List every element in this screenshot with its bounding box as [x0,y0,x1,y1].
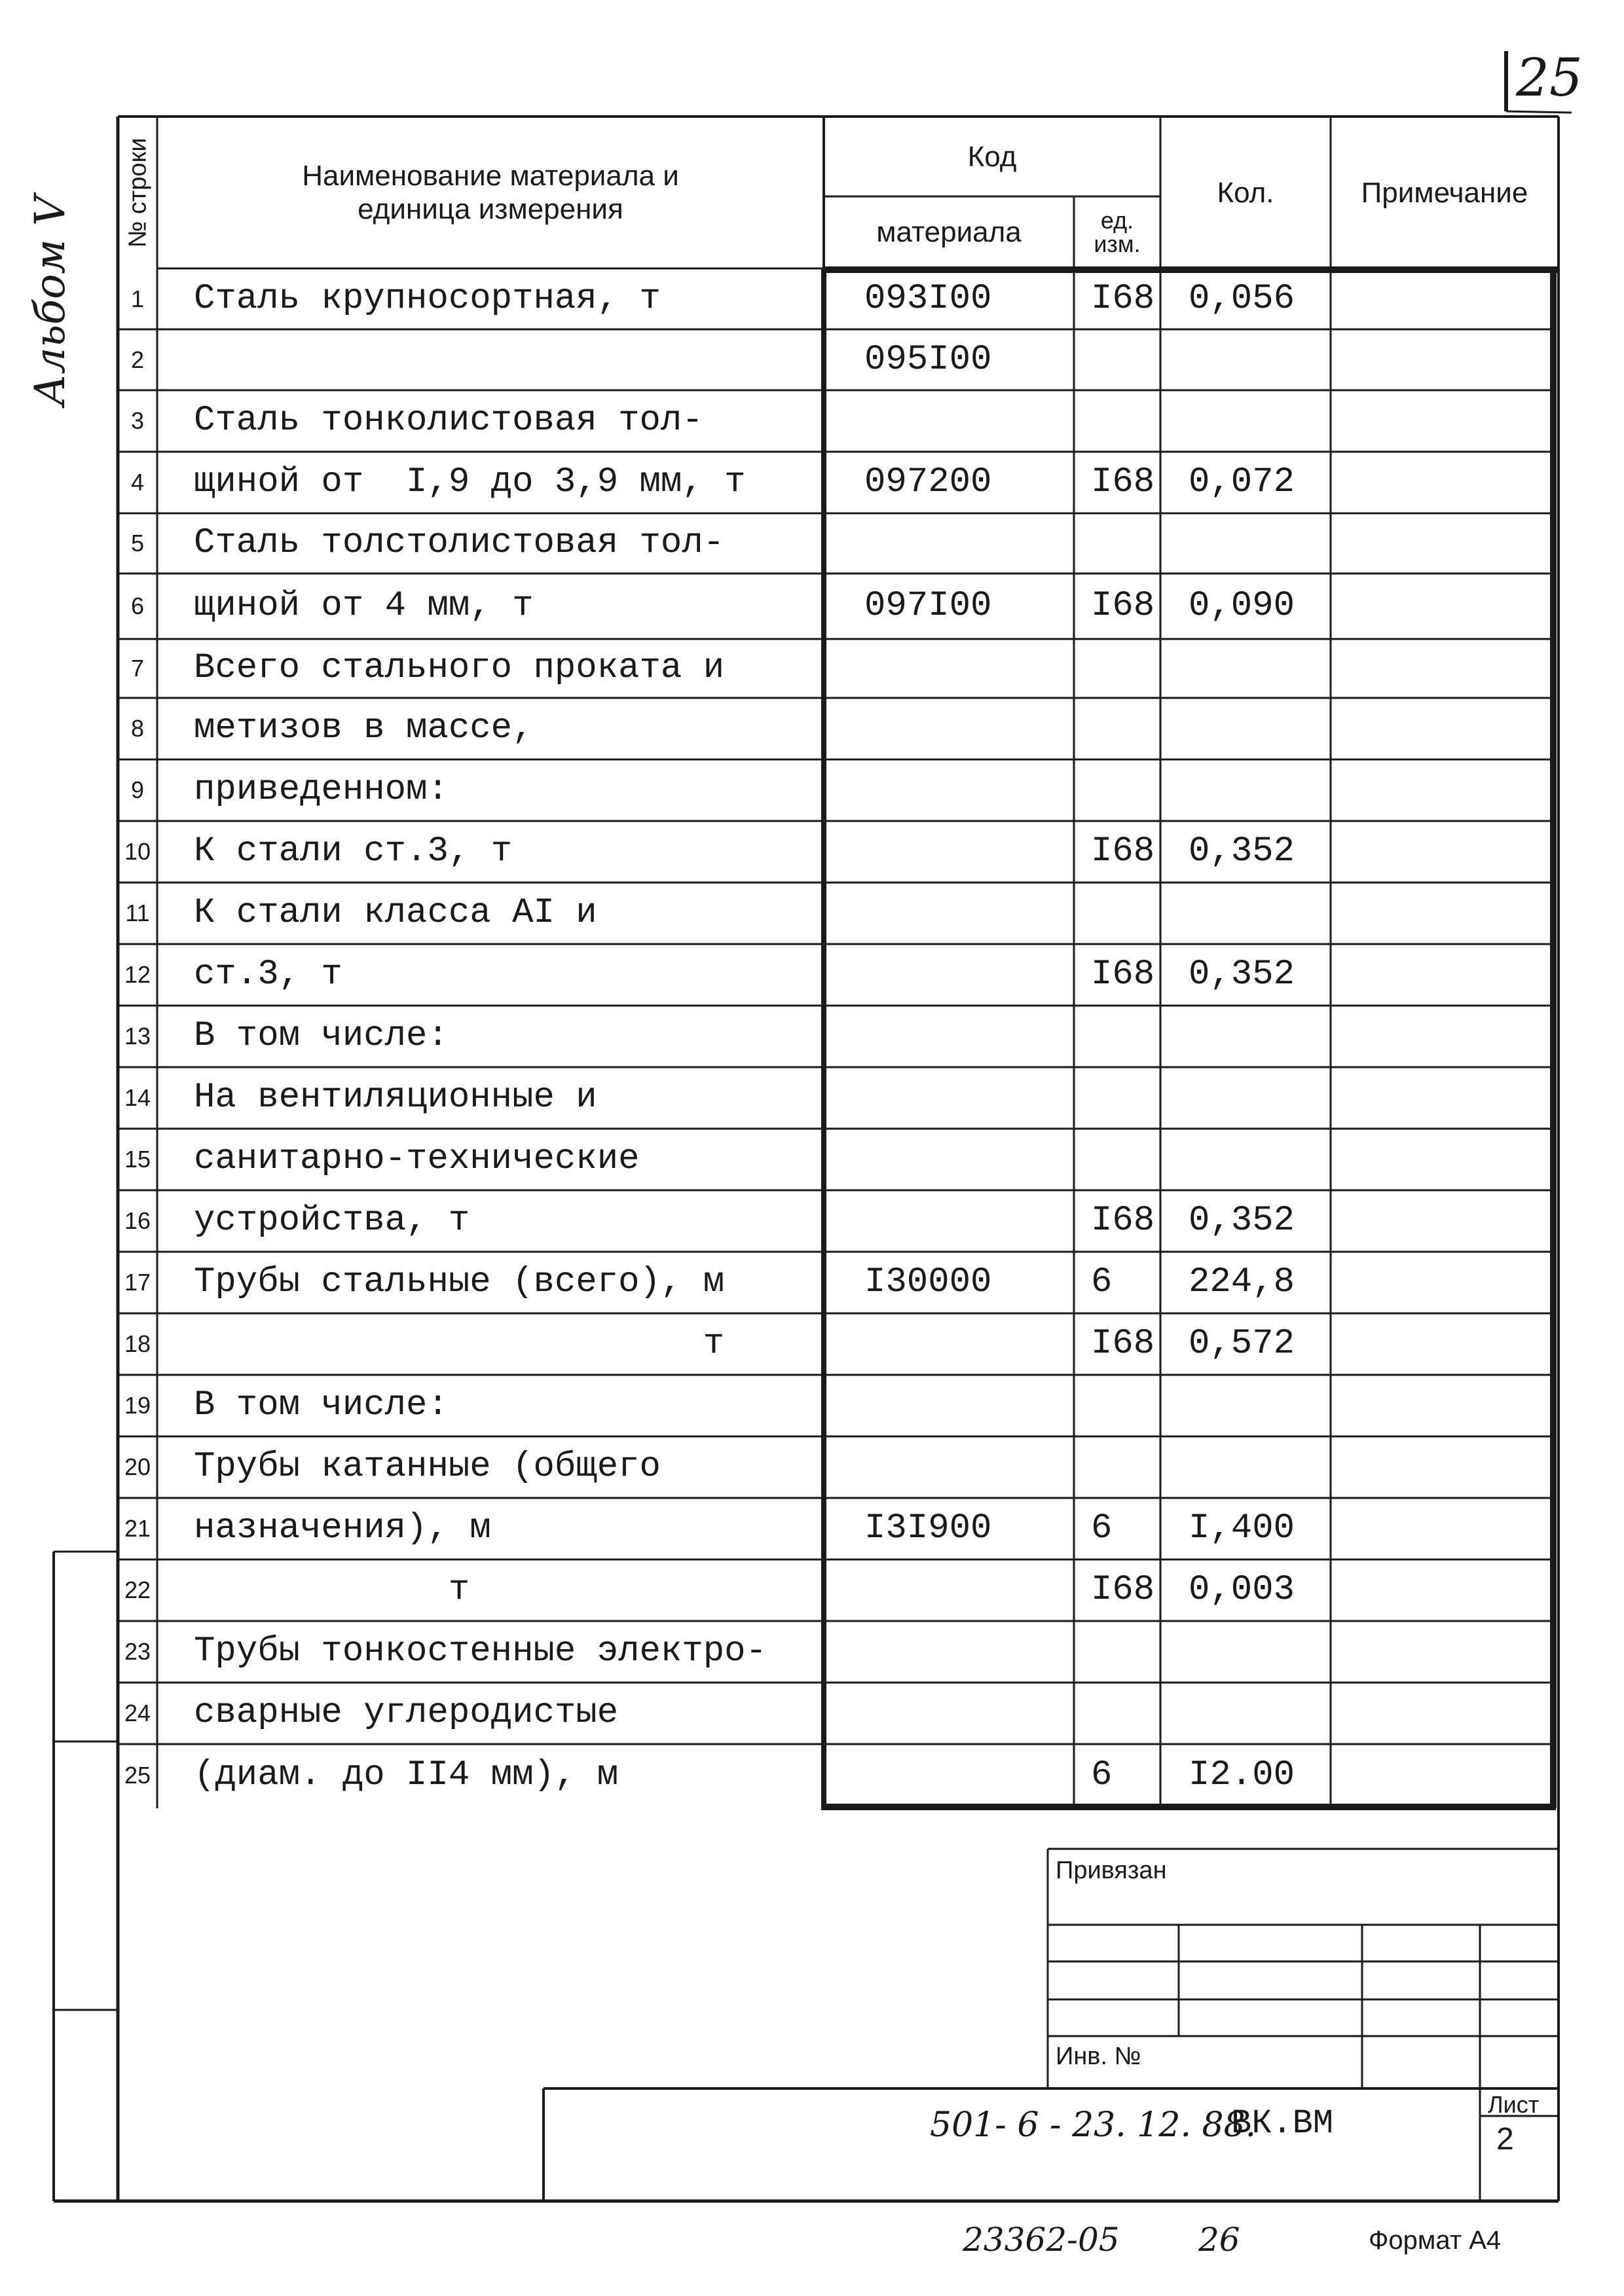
document-code: 501- 6 - 23. 12. 88. [930,2105,1257,2145]
material-name-cell: санитарно-технические [194,1139,640,1179]
quantity-cell: I2.00 [1189,1755,1295,1795]
quantity-cell: 0,003 [1189,1570,1295,1610]
material-name-cell: щиной от I,9 до 3,9 мм, т [194,462,746,502]
header-qty: Кол. [1217,176,1274,209]
header-code: Код [967,140,1017,173]
row-number: 1 [130,285,145,312]
material-code-cell: I30000 [864,1262,992,1302]
row-number: 4 [130,469,145,496]
material-code-cell: 095I00 [864,340,992,380]
stamp-inv-number: Инв. № [1056,2043,1141,2070]
unit-code-cell: I68 [1091,1570,1155,1610]
row-number: 12 [124,961,151,988]
unit-code-cell: I68 [1091,831,1155,871]
material-name-cell: В том числе: [194,1385,449,1425]
row-number: 8 [130,715,145,742]
material-name-cell: К стали класса AI и [194,893,597,933]
material-code-cell: 093I00 [864,279,992,319]
unit-code-cell: 6 [1091,1755,1113,1795]
unit-code-cell: 6 [1091,1508,1113,1548]
header-unit: ед. изм. [1094,207,1141,257]
unit-code-cell: I68 [1091,586,1155,626]
header-name: Наименование материала и единица измерения [302,160,679,225]
row-number-heading: № строки [124,137,152,247]
material-name-cell: Трубы катанные (общего [194,1447,661,1487]
row-number: 10 [124,838,151,865]
album-side-label: Альбом V [26,195,75,406]
sheet-label: Лист [1488,2091,1540,2118]
quantity-cell: 0,090 [1189,586,1295,626]
sheet-number: 2 [1496,2122,1514,2157]
row-number: 5 [130,530,145,556]
material-name-cell: (диам. до II4 мм), м [194,1755,619,1795]
unit-code-cell: I68 [1091,279,1155,319]
row-number: 20 [124,1453,151,1480]
row-number: 2 [130,346,145,373]
material-name-cell: ст.3, т [194,955,342,994]
quantity-cell: 0,072 [1189,462,1295,502]
row-number: 23 [124,1638,151,1665]
row-number: 6 [130,592,145,619]
row-number: 21 [124,1515,151,1542]
row-number: 7 [130,655,145,682]
material-code-cell: 097I00 [864,586,992,626]
order-number: 23362-05 [963,2221,1120,2259]
quantity-cell: I,400 [1189,1508,1295,1548]
document-code-suffix: ВК.ВМ [1231,2104,1334,2143]
header-material: материала [876,215,1022,248]
header-note: Примечание [1361,176,1528,209]
unit-code-cell: I68 [1091,462,1155,502]
stamp-privyazan: Привязан [1056,1857,1167,1884]
quantity-cell: 224,8 [1189,1262,1295,1302]
material-name-cell: назначения), м [194,1508,491,1548]
material-name-cell: устройства, т [194,1201,470,1241]
material-name-cell: приведенном: [194,770,449,810]
row-number: 25 [124,1762,151,1789]
footer-page-number: 26 [1198,2221,1240,2259]
material-name-cell: Сталь крупносортная, т [194,279,661,319]
row-number: 16 [124,1207,151,1234]
row-number: 3 [130,407,145,434]
row-number: 13 [124,1023,151,1049]
unit-code-cell: I68 [1091,955,1155,994]
material-name-cell: Сталь толстолистовая тол- [194,523,725,563]
material-name-cell: Всего стального проката и [194,648,725,688]
row-number: 18 [124,1330,151,1357]
material-name-cell: Трубы тонкостенные электро- [194,1631,767,1671]
material-code-cell: 097200 [864,462,992,502]
row-number: 19 [124,1392,151,1419]
quantity-cell: 0,352 [1189,955,1295,994]
material-name-cell: т [194,1570,470,1610]
material-name-cell: В том числе: [194,1016,449,1056]
row-number: 11 [125,900,150,926]
material-name-cell: Трубы стальные (всего), м [194,1262,725,1302]
material-code-cell: I3I900 [864,1508,992,1548]
corner-page-number: 25 [1516,47,1583,108]
unit-code-cell: I68 [1091,1324,1155,1364]
unit-code-cell: 6 [1091,1262,1113,1302]
material-name-cell: т [194,1324,725,1364]
material-name-cell: щиной от 4 мм, т [194,586,534,626]
material-name-cell: На вентиляционные и [194,1078,597,1118]
row-number: 15 [124,1146,151,1173]
material-name-cell: К стали ст.3, т [194,831,513,871]
row-number: 24 [124,1700,151,1726]
unit-code-cell: I68 [1091,1201,1155,1241]
material-name-cell: Сталь тонколистовая тол- [194,401,703,441]
quantity-cell: 0,572 [1189,1324,1295,1364]
material-name-cell: сварные углеродистые [194,1693,619,1733]
quantity-cell: 0,352 [1189,831,1295,871]
material-name-cell: метизов в массе, [194,708,534,748]
paper-format: Формат А4 [1369,2226,1502,2255]
row-number: 9 [130,776,145,803]
row-number: 17 [124,1269,151,1296]
header-row-number [119,118,157,267]
quantity-cell: 0,352 [1189,1201,1295,1241]
row-number: 22 [124,1576,151,1603]
row-number: 14 [124,1084,151,1111]
quantity-cell: 0,056 [1189,279,1295,319]
